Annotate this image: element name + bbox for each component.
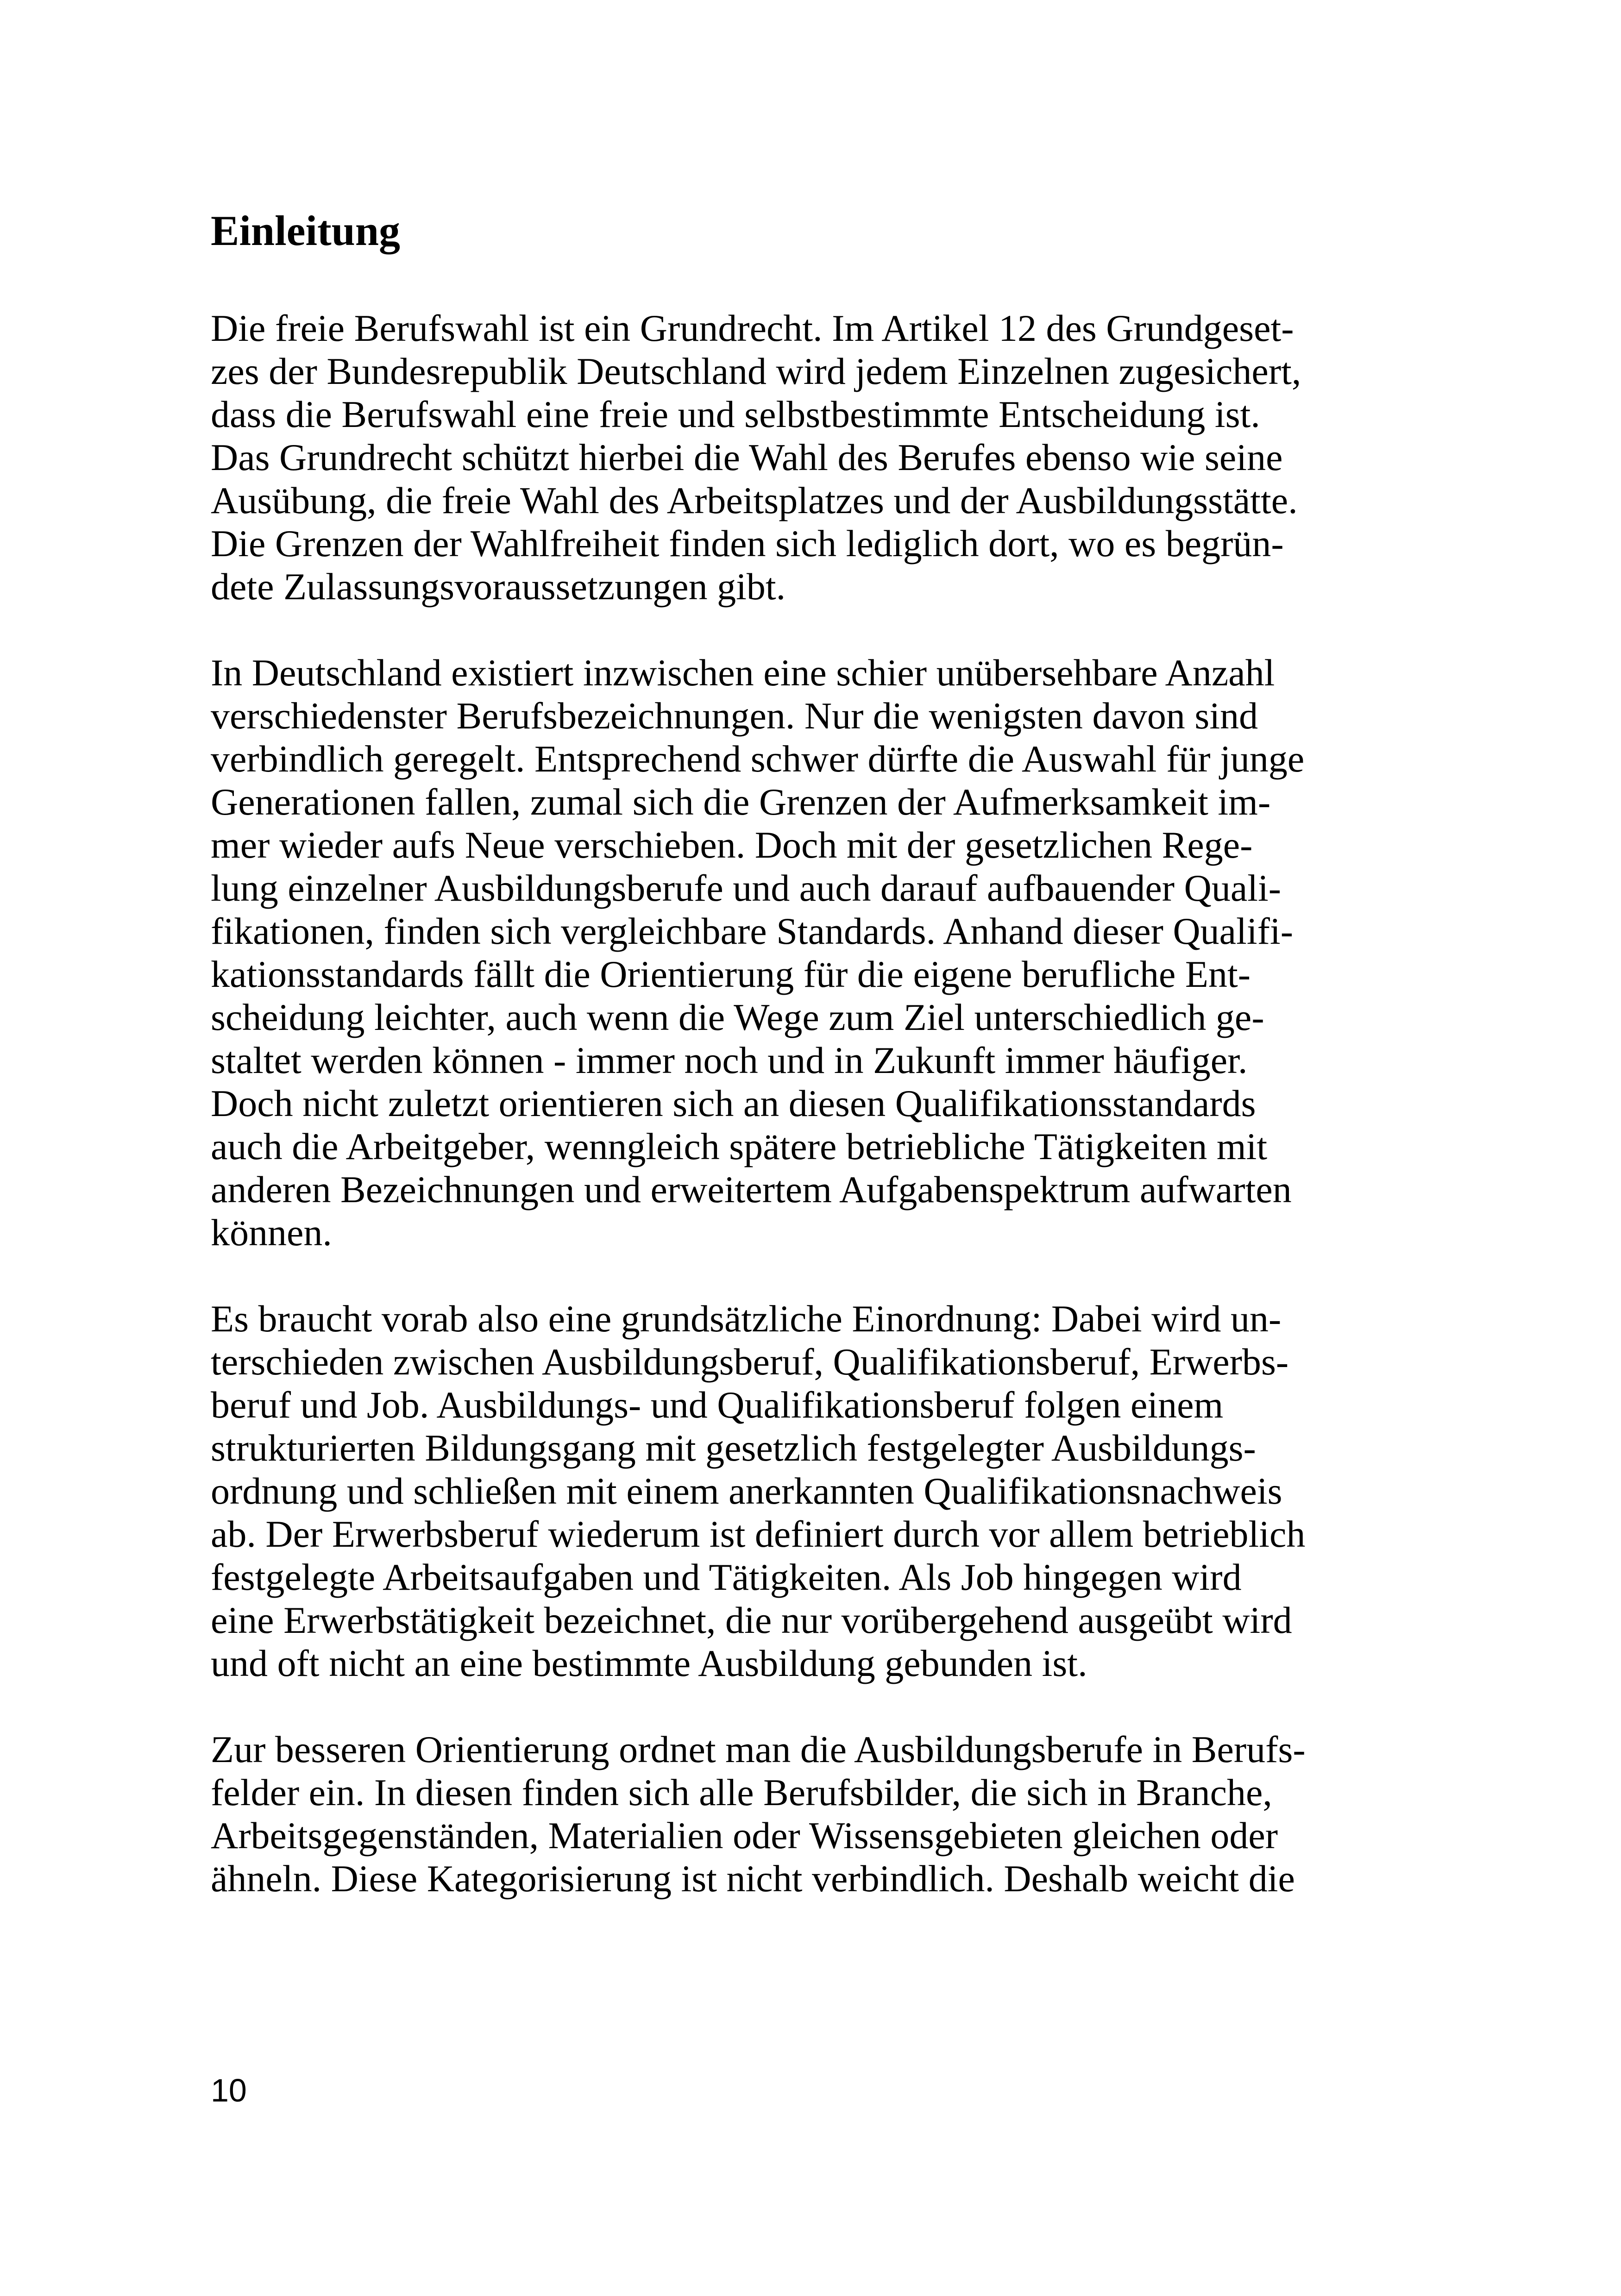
text-line: verschiedenster Berufsbezeichnungen. Nur die wenigsten davon sind [211,695,1258,737]
text-line: felder ein. In diesen finden sich alle Berufsbilder, die sich in Branche, [211,1771,1272,1813]
text-line: Generationen fallen, zumal sich die Grenzen der Aufmerksamkeit im- [211,781,1271,823]
text-line: lung einzelner Ausbildungsberufe und auch darauf aufbauender Quali- [211,867,1282,909]
paragraph-1 [211,307,1433,608]
text-line: Doch nicht zuletzt orientieren sich an diesen Qualifikationsstandards [211,1082,1256,1124]
text-line: dete Zulassungsvoraussetzungen gibt. [211,565,786,608]
page-title: Einleitung [211,207,401,254]
text-line: Arbeitsgegenständen, Materialien oder Wissensgebieten gleichen oder [211,1814,1278,1857]
text-line: scheidung leichter, auch wenn die Wege zum Ziel unterschiedlich ge- [211,996,1264,1038]
paragraph-4 [211,1728,1433,1900]
body-text [211,307,1433,1943]
text-line: strukturierten Bildungsgang mit gesetzlich festgelegter Ausbildungs- [211,1427,1256,1469]
text-line: und oft nicht an eine bestimmte Ausbildung gebunden ist. [211,1642,1087,1684]
text-line: dass die Berufswahl eine freie und selbstbestimmte Entscheidung ist. [211,393,1260,435]
text-line: Das Grundrecht schützt hierbei die Wahl des Berufes ebenso wie seine [211,436,1283,478]
page-number: 10 [211,2072,247,2108]
text-line: festgelegte Arbeitsaufgaben und Tätigkeiten. Als Job hingegen wird [211,1556,1242,1598]
text-line: zes der Bundesrepublik Deutschland wird jedem Einzelnen zugesichert, [211,350,1301,392]
text-line: Die Grenzen der Wahlfreiheit finden sich lediglich dort, wo es begrün- [211,522,1284,565]
text-line: terschieden zwischen Ausbildungsberuf, Qualifikationsberuf, Erwerbs- [211,1341,1289,1383]
text-line: anderen Bezeichnungen und erweitertem Aufgabenspektrum aufwarten [211,1168,1292,1211]
text-line: Die freie Berufswahl ist ein Grundrecht. Im Artikel 12 des Grundgeset- [211,307,1294,349]
text-line: mer wieder aufs Neue verschieben. Doch mit der gesetzlichen Rege- [211,824,1253,866]
text-line: ähneln. Diese Kategorisierung ist nicht verbindlich. Deshalb weicht die [211,1857,1295,1900]
text-line: fikationen, finden sich vergleichbare Standards. Anhand dieser Qualifi- [211,910,1294,952]
text-line: Zur besseren Orientierung ordnet man die Ausbildungsberufe in Berufs- [211,1728,1306,1770]
text-line: können. [211,1211,332,1254]
paragraph-2 [211,651,1433,1254]
text-line: eine Erwerbstätigkeit bezeichnet, die nur vorübergehend ausgeübt wird [211,1599,1292,1641]
text-line: ab. Der Erwerbsberuf wiederum ist definiert durch vor allem betrieblich [211,1513,1306,1555]
text-line: auch die Arbeitgeber, wenngleich spätere betriebliche Tätigkeiten mit [211,1125,1268,1167]
text-line: Ausübung, die freie Wahl des Arbeitsplatzes und der Ausbildungsstätte. [211,479,1298,521]
text-line: beruf und Job. Ausbildungs- und Qualifikationsberuf folgen einem [211,1384,1224,1426]
text-line: In Deutschland existiert inzwischen eine schier unübersehbare Anzahl [211,652,1275,694]
text-line: staltet werden können - immer noch und in Zukunft immer häufiger. [211,1039,1248,1081]
text-line: verbindlich geregelt. Entsprechend schwer dürfte die Auswahl für junge [211,738,1305,780]
text-line: ordnung und schließen mit einem anerkannten Qualifikationsnachweis [211,1470,1282,1512]
text-line: kationsstandards fällt die Orientierung für die eigene berufliche Ent- [211,953,1251,995]
paragraph-3 [211,1297,1433,1685]
text-line: Es braucht vorab also eine grundsätzliche Einordnung: Dabei wird un- [211,1298,1282,1340]
